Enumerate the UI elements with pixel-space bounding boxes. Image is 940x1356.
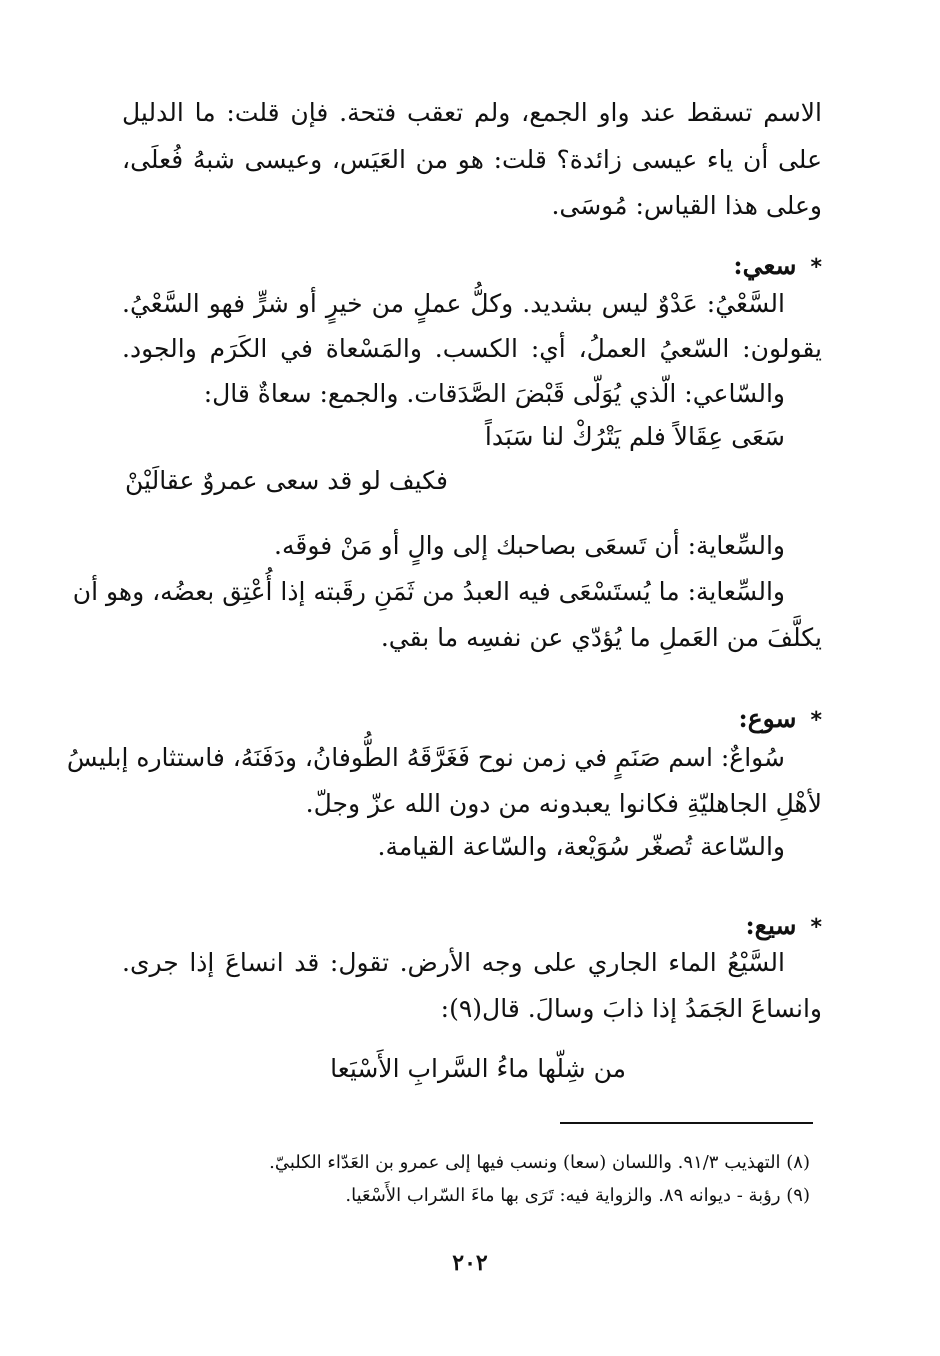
- text-line: والسِّعاية: أن تَسعَى بصاحبك إلى والٍ أو مَنْ فوقَه.: [274, 531, 785, 560]
- page-number: ٢٠٢: [452, 1250, 488, 1276]
- entry-heading-saya: [745, 909, 822, 945]
- text-line: وانساعَ الجَمَدُ إذا ذابَ وسالَ. قال(٩):: [440, 994, 822, 1023]
- text-line: وعلى هذا القياس: مُوسَى.: [551, 191, 822, 220]
- entry-heading-sawa: [738, 702, 822, 738]
- text-line: السَّيْعُ الماء الجاري على وجه الأرض. تقول: قد انساعَ إذا جرى.: [122, 948, 785, 977]
- entry-heading-sai: [733, 249, 822, 285]
- text-line: والسّاعة تُصغّر سُوَيْعة، والسّاعة القيامة.: [377, 832, 785, 861]
- text-line: الاسم تسقط عند واو الجمع، ولم تعقب فتحة. فإن قلت: ما الدليل: [122, 98, 822, 127]
- entry-heading-label: سعي:: [733, 251, 797, 280]
- asterisk-icon: *: [810, 255, 822, 280]
- asterisk-icon: *: [810, 915, 822, 940]
- text-line: لأهْلِ الجاهليّةِ فكانوا يعبدونه من دون الله عزّ وجلّ.: [305, 789, 822, 818]
- entry-heading-label: سيع:: [745, 911, 797, 940]
- entry-heading-label: سوع:: [738, 704, 797, 733]
- footnote-divider: [560, 1122, 813, 1124]
- asterisk-icon: *: [810, 708, 822, 733]
- footnote: (٩) رؤبة - ديوانه ٨٩. والزواية فيه: تَرَى بها ماءَ السّراب الأَسْعَيا.: [345, 1185, 810, 1206]
- text-line: السَّعْيُ: عَدْوٌ ليس بشديد. وكلُّ عملٍ من خيرٍ أو شرٍّ فهو السَّعْيُ.: [122, 289, 785, 318]
- text-line: سُواعٌ: اسم صَنَمٍ في زمن نوح فَغَرَّقَهُ الطُّوفانُ، ودَفَنَهُ، فاستثاره إبليسُ: [66, 743, 785, 772]
- text-line: يقولون: السّعيُ العملُ، أي: الكسب. والمَسْعاة في الكَرَم والجود.: [122, 334, 822, 363]
- footnote: (٨) التهذيب ٩١/٣. واللسان (سعا) ونسب فيها إلى عمرو بن العَدّاء الكلبيّ.: [269, 1152, 810, 1173]
- text-line: على أن ياء عيسى زائدة؟ قلت: هو من العَيَس، وعيسى شبهُ فُعلَى،: [122, 145, 822, 174]
- verse-line: سَعَى عِقَالاً فلم يَتْرُكْ لنا سَبَداً: [484, 422, 785, 451]
- text-line: والسّاعي: الّذي يُوَلّى قَبْضَ الصَّدَقات. والجمع: سعاةٌ قال:: [203, 379, 785, 408]
- text-line: يكلَّفَ من العَملِ ما يُؤدّي عن نفسِه ما بقي.: [380, 623, 822, 652]
- verse-line: فكيف لو قد سعى عمروٌ عقالَيْنْ: [125, 466, 448, 495]
- verse-line: من شِلّها ماءُ السَّرابِ الأَسْيَعا: [330, 1054, 626, 1083]
- text-line: والسِّعاية: ما يُستَسْعَى فيه العبدُ من ثَمَنِ رقَبته إذا أُعْتِق بعضُه، وهو أن: [72, 577, 785, 606]
